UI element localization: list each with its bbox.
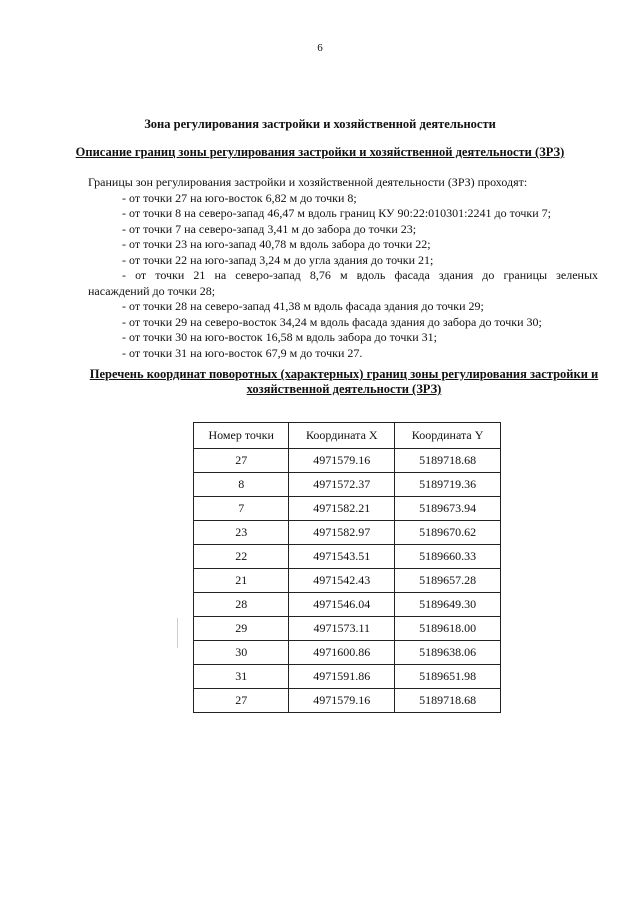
cell-coordinate-x: 4971543.51	[289, 545, 395, 569]
page-number: 6	[317, 42, 323, 54]
cell-coordinate-x: 4971582.97	[289, 521, 395, 545]
cell-point-number: 27	[194, 449, 289, 473]
cell-point-number: 21	[194, 569, 289, 593]
cell-coordinate-x: 4971573.11	[289, 617, 395, 641]
cell-coordinate-y: 5189719.36	[395, 473, 501, 497]
table-row	[194, 449, 501, 473]
section-title: Зона регулирования застройки и хозяйственной деятельности	[144, 117, 496, 131]
cell-coordinate-x: 4971546.04	[289, 593, 395, 617]
cell-point-number: 30	[194, 641, 289, 665]
table-row	[194, 641, 501, 665]
cell-point-number: 27	[194, 689, 289, 713]
boundary-segment-wrapped: - от точки 21 на северо-запад 8,76 м вдоль фасада здания до границы зеленых	[122, 268, 598, 282]
cell-coordinate-y: 5189649.30	[395, 593, 501, 617]
cell-point-number: 7	[194, 497, 289, 521]
boundary-segment: - от точки 28 на северо-запад 41,38 м вдоль фасада здания до точки 29;	[122, 299, 484, 313]
cell-coordinate-y: 5189651.98	[395, 665, 501, 689]
boundary-segment: - от точки 8 на северо-запад 46,47 м вдоль границ КУ 90:22:010301:2241 до точки 7;	[122, 206, 552, 220]
table-row	[194, 545, 501, 569]
cell-point-number: 29	[194, 617, 289, 641]
table-row	[194, 593, 501, 617]
boundary-segment: - от точки 23 на юго-запад 40,78 м вдоль забора до точки 22;	[122, 237, 431, 251]
table-row	[194, 569, 501, 593]
margin-mark	[177, 618, 178, 648]
boundary-description	[88, 175, 598, 361]
boundary-segment: - от точки 27 на юго-восток 6,82 м до точки 8;	[122, 190, 357, 205]
cell-point-number: 22	[194, 545, 289, 569]
coordinates-list-heading: Перечень координат поворотных (характерных) границ зоны регулирования застройки и хозяйственной деятельности (ЗРЗ)	[89, 367, 599, 396]
cell-coordinate-y: 5189673.94	[395, 497, 501, 521]
coordinates-table-body	[194, 449, 501, 713]
table-row	[194, 521, 501, 545]
cell-point-number: 28	[194, 593, 289, 617]
column-header-x: Координата X	[289, 423, 395, 449]
table-header-row	[194, 423, 501, 449]
cell-point-number: 31	[194, 665, 289, 689]
cell-coordinate-x: 4971582.21	[289, 497, 395, 521]
cell-coordinate-x: 4971591.86	[289, 665, 395, 689]
cell-coordinate-y: 5189718.68	[395, 689, 501, 713]
table-row	[194, 665, 501, 689]
cell-coordinate-y: 5189618.00	[395, 617, 501, 641]
cell-coordinate-y: 5189660.33	[395, 545, 501, 569]
cell-point-number: 8	[194, 473, 289, 497]
cell-coordinate-y: 5189638.06	[395, 641, 501, 665]
boundary-segment: - от точки 30 на юго-восток 16,58 м вдоль забора до точки 31;	[122, 330, 437, 344]
table-row	[194, 689, 501, 713]
table-row	[194, 473, 501, 497]
boundary-segment: - от точки 22 на юго-запад 3,24 м до угла здания до точки 21;	[122, 252, 434, 267]
boundary-segment: - от точки 29 на северо-восток 34,24 м вдоль фасада здания до забора до точки 30;	[122, 314, 542, 329]
cell-coordinate-x: 4971579.16	[289, 449, 395, 473]
boundary-segment: - от точки 7 на северо-запад 3,41 м до забора до точки 23;	[122, 221, 417, 236]
cell-coordinate-x: 4971579.16	[289, 689, 395, 713]
coordinates-table	[193, 422, 501, 713]
boundary-segment-continuation: насаждений до точки 28;	[88, 283, 216, 298]
cell-coordinate-y: 5189657.28	[395, 569, 501, 593]
cell-coordinate-x: 4971542.43	[289, 569, 395, 593]
cell-coordinate-x: 4971572.37	[289, 473, 395, 497]
boundary-description-heading: Описание границ зоны регулирования застройки и хозяйственной деятельности (ЗРЗ)	[75, 145, 565, 159]
cell-coordinate-y: 5189670.62	[395, 521, 501, 545]
cell-coordinate-y: 5189718.68	[395, 449, 501, 473]
table-row	[194, 617, 501, 641]
boundary-segment: - от точки 31 на юго-восток 67,9 м до точки 27.	[122, 345, 363, 360]
table-row	[194, 497, 501, 521]
column-header-y: Координата Y	[395, 423, 501, 449]
column-header-point: Номер точки	[194, 423, 289, 449]
cell-coordinate-x: 4971600.86	[289, 641, 395, 665]
description-intro: Границы зон регулирования застройки и хозяйственной деятельности (ЗРЗ) проходят:	[88, 175, 528, 189]
cell-point-number: 23	[194, 521, 289, 545]
